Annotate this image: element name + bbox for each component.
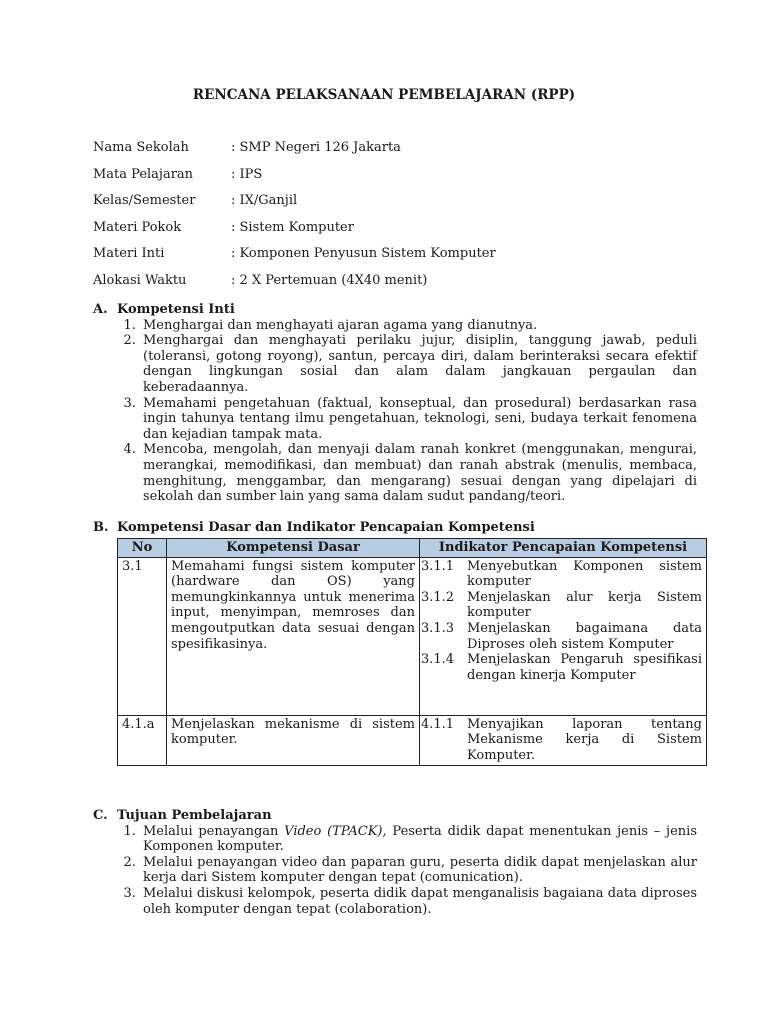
item-text: Melalui penayangan <box>143 823 285 839</box>
info-row <box>93 220 496 247</box>
list-item: 4. Mencoba, mengolah, dan menyaji dalam ranah konkret (menggunakan, mengurai, merangkai, memodifikasi, dan membuat) dan ranah abstrak (menulis, membaca, menghitung, menggambar, dan mengarang) sesuai dengan yang dipelajari di sekolah dan sumber lain yang sama dalam sudut pandang/teori. <box>140 442 697 504</box>
info-label: Alokasi Waktu <box>93 272 187 288</box>
item-text: Melalui penayangan video dan paparan guru, peserta didik dapat menjelaskan alur kerja dari Sistem komputer dengan tepat (comunication). <box>143 854 697 886</box>
list-item <box>140 886 697 917</box>
table-row <box>118 715 707 766</box>
info-value: : SMP Negeri 126 Jakarta <box>231 140 401 155</box>
cell-no: 4.1.a <box>118 715 167 766</box>
section-title: Kompetensi Dasar dan Indikator Pencapaian Kompetensi <box>117 520 535 535</box>
info-label: Materi Pokok <box>93 219 182 235</box>
indicator-text: Menyajikan laporan tentang Mekanisme kerja di Sistem Komputer. <box>467 716 702 763</box>
info-value: : 2 X Pertemuan (4X40 menit) <box>231 272 428 288</box>
section-title: Tujuan Pembelajaran <box>117 808 272 823</box>
list-item: 1. Menghargai dan menghayati ajaran agama yang dianutnya. <box>140 318 697 334</box>
indicator-item <box>421 589 702 621</box>
indicator-number: 3.1.2 <box>421 589 455 605</box>
section-title: Kompetensi Inti <box>117 302 235 317</box>
info-label: Nama Sekolah <box>93 140 189 155</box>
info-row <box>93 140 496 167</box>
section-letter: A. <box>93 302 108 317</box>
section-heading <box>93 808 697 824</box>
section-heading <box>93 302 697 318</box>
item-text: Peserta didik dapat menentukan jenis – jenis Komponen komputer. <box>143 823 697 855</box>
indicator-text: Menjelaskan bagaimana data Diproses oleh sistem Komputer <box>467 620 702 652</box>
list-item: 2. Menghargai dan menghayati perilaku jujur, disiplin, tanggung jawab, peduli (toleransi, gotong royong), santun, percaya diri, dalam berinteraksi secara efektif dengan lingkungan sosial dan alam dalam jangkauan pergaulan dan keberadaannya. <box>140 333 697 395</box>
indicator-number: 3.1.3 <box>421 620 455 636</box>
info-row <box>93 246 496 273</box>
info-row <box>93 273 496 300</box>
kd-ipk-table <box>117 538 707 766</box>
info-row <box>93 193 496 220</box>
document-title: RENCANA PELAKSANAAN PEMBELAJARAN (RPP) <box>192 87 576 103</box>
info-value: : Sistem Komputer <box>231 219 354 235</box>
indicator-item <box>421 652 702 683</box>
cell-kompetensi-dasar: Memahami fungsi sistem komputer (hardware dan OS) yang memungkinkannya untuk menerima input, menyimpan, memroses dan mengoutputkan data sesuai dengan spesifikasinya. <box>167 557 420 715</box>
indicator-text: Menyebutkan Komponen sistem komputer <box>467 558 702 590</box>
item-emphasis: Video (TPACK), <box>284 823 387 839</box>
section-heading <box>93 520 697 536</box>
tujuan-list <box>93 824 697 918</box>
header-indikator: Indikator Pencapaian Kompetensi <box>420 539 707 558</box>
cell-kompetensi-dasar: Menjelaskan mekanisme di sistem komputer. <box>167 715 420 766</box>
indicator-item <box>421 716 702 764</box>
cell-indikator <box>420 715 707 766</box>
indicator-number: 4.1.1 <box>421 716 455 732</box>
list-item <box>140 824 697 855</box>
info-value: : IX/Ganjil <box>231 193 298 208</box>
indicator-text: Menjelaskan alur kerja Sistem komputer <box>467 589 702 621</box>
cell-no: 3.1 <box>118 557 167 715</box>
info-value: : Komponen Penyusun Sistem Komputer <box>231 246 496 261</box>
identity-block <box>93 140 496 299</box>
section-kompetensi-inti <box>93 302 697 505</box>
indicator-number: 3.1.1 <box>421 558 455 574</box>
info-label: Materi Inti <box>93 246 165 261</box>
indicator-item <box>421 620 702 652</box>
item-text: Melalui diskusi kelompok, peserta didik dapat menganalisis bagaiana data diproses oleh komputer dengan tepat (colaboration). <box>143 885 697 917</box>
section-kompetensi-dasar <box>93 520 697 536</box>
section-letter: C. <box>93 808 108 823</box>
header-no: No <box>118 539 167 558</box>
info-row <box>93 167 496 194</box>
info-label: Kelas/Semester <box>93 193 196 208</box>
list-item: 3. Memahami pengetahuan (faktual, konseptual, dan prosedural) berdasarkan rasa ingin tahunya tentang ilmu pengetahuan, teknologi, seni, budaya terkait fenomena dan kejadian tampak mata. <box>140 396 697 443</box>
indicator-number: 3.1.4 <box>421 652 455 668</box>
kompetensi-inti-list <box>93 318 697 505</box>
table-header-row <box>118 539 707 558</box>
section-tujuan-pembelajaran <box>93 808 697 917</box>
indicator-item <box>421 558 702 590</box>
info-label: Mata Pelajaran <box>93 166 194 182</box>
section-letter: B. <box>93 520 109 535</box>
table-row <box>118 557 707 715</box>
indicator-text: Menjelaskan Pengaruh spesifikasi dengan kinerja Komputer <box>467 652 702 683</box>
cell-indikator <box>420 557 707 715</box>
info-value: : IPS <box>231 166 263 182</box>
header-kompetensi-dasar: Kompetensi Dasar <box>167 539 420 558</box>
list-item <box>140 855 697 886</box>
